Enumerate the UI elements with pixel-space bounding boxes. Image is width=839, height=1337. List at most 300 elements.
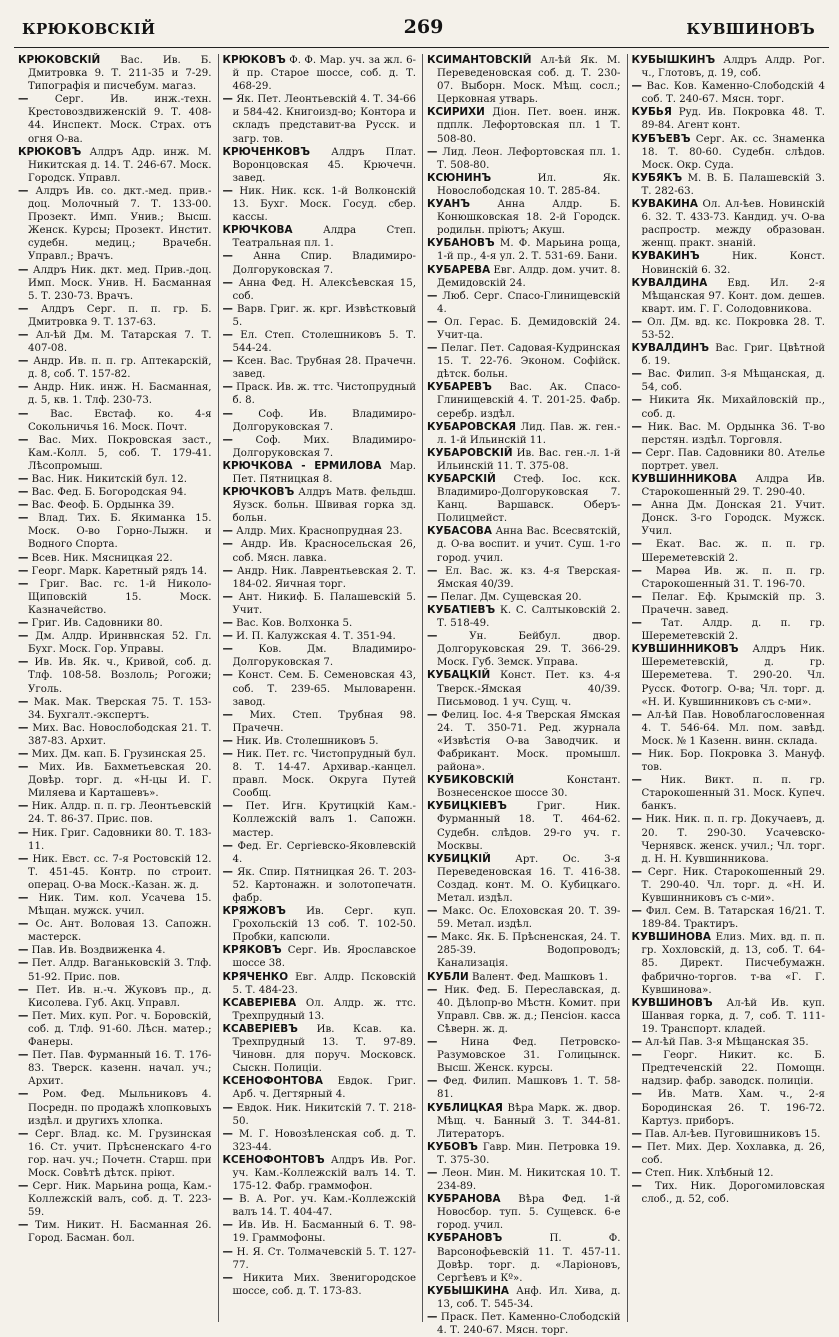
entry-text: Ник. Алдр. п. п. гр. Леонтьевскій 24. Т. 86-37. Прис. пов. <box>28 801 212 826</box>
directory-entry <box>427 172 621 198</box>
entry-text: Никита Мих. Звенигородское шоссе, соб. д. Т. 173-83. <box>232 1272 416 1297</box>
entry-text: Серг. Ив. инж.-техн. Крестовоздвиженскій 9. Т. 408-44. Инспект. Моск. Страх. отъ огня О-ва. <box>28 94 212 145</box>
directory-entry <box>18 722 212 748</box>
entry-name: КУБИЦКІЙ <box>427 852 491 865</box>
entry-text: Ант. Никиф. Б. Палашевскій 5. Учит. <box>232 591 416 616</box>
entry-name: КРЮКОВЪ <box>18 145 82 158</box>
directory-entry <box>632 368 826 394</box>
entry-name: — <box>631 590 642 603</box>
entry-name: — <box>427 630 438 643</box>
entry-text: Анф. Ил. Хива, д. 13, соб. Т. 545-34. <box>437 1285 621 1310</box>
entry-name: КУБАРСКІЙ <box>427 473 496 485</box>
entry-name: — <box>18 761 29 774</box>
directory-entry <box>18 1219 212 1245</box>
directory-entry <box>18 957 212 983</box>
directory-entry <box>427 473 621 525</box>
entry-name: — <box>18 1219 29 1232</box>
directory-entry <box>223 800 417 839</box>
entry-name: — <box>631 1180 642 1193</box>
entry-text: Андр. Ник. инж. Н. Басманная, д. 5, кв. 1. Тлф. 230-73. <box>28 382 212 407</box>
entry-text: Фед. Ег. Сергіевско-Яковлевскій 4. <box>232 840 416 865</box>
entry-name: — <box>18 695 29 708</box>
directory-entry <box>223 408 417 434</box>
directory-entry <box>18 146 212 185</box>
entry-text: Ал-ѣй Як. М. Переведеновская соб. д. Т. 230-07. Выборн. Моск. Мѣщ. сосл.; Церковная утварь. <box>437 55 621 106</box>
directory-entry <box>223 971 417 997</box>
directory-entry <box>632 1180 826 1206</box>
entry-name: — <box>631 1166 642 1179</box>
entry-name: — <box>18 892 29 904</box>
directory-entry <box>18 630 212 656</box>
directory-entry <box>632 133 826 172</box>
entry-name: КСИМАНТОВСКІЙ <box>427 54 532 66</box>
entry-name: — <box>222 250 233 263</box>
entry-text: Ал-ѣй Пав. Новоблагословенная 4. Т. 546-64. Мл. пом. завѣд. Моск. № 1 Казенн. винн. склада. <box>641 709 825 747</box>
entry-name: — <box>222 1193 233 1206</box>
entry-text: Вас. Ков. Волхонка 5. <box>236 618 353 630</box>
entry-name: — <box>427 905 438 918</box>
entry-text: Алдръ Адр. инж. М. Никитская д. 14. Т. 246-67. Моск. Городск. Управл. <box>28 146 212 184</box>
entry-text: Алдръ Алдр. Рог. ч., Глотовъ, д. 19, соб. <box>641 55 825 80</box>
entry-name: — <box>18 826 29 839</box>
entry-text: Андр. Ив. Красносельская 26, соб. Мясн. лавка. <box>232 539 417 564</box>
directory-entry <box>18 696 212 722</box>
entry-name: — <box>631 1140 642 1153</box>
directory-entry <box>18 827 212 853</box>
entry-name: — <box>18 1180 29 1193</box>
entry-name: КУБЫШКИНЪ <box>631 54 716 66</box>
entry-name: — <box>631 865 642 878</box>
entry-text: Андр. Ив. п. п. гр. Аптекарскій, д. 8, соб. Т. 157-82. <box>28 356 212 381</box>
entry-name: — <box>18 747 29 760</box>
directory-entry <box>223 643 417 669</box>
entry-name: — <box>631 315 642 328</box>
directory-entry <box>18 853 212 892</box>
directory-entry <box>632 1167 826 1180</box>
entry-name: КРЮКОВСКІЙ <box>18 54 101 66</box>
entry-text: Евг. Алдр. дом. учит. 8. Демидовскій 24. <box>437 264 621 289</box>
entry-name: — <box>631 708 642 721</box>
directory-entry <box>223 538 417 564</box>
entry-name: — <box>427 289 438 302</box>
directory-entry <box>427 1232 621 1284</box>
directory-entry <box>632 774 826 813</box>
directory-entry <box>427 342 621 381</box>
entry-text: Соф. Ив. Владимиро-Долгоруковская 7. <box>232 408 416 433</box>
entry-name: КУБАРОВСКІЙ <box>427 446 513 459</box>
entry-text: Фед. Филип. Машковъ 1. Т. 58-81. <box>437 1076 621 1101</box>
entry-name: — <box>222 184 233 197</box>
entry-text: Ник. Фед. Б. Переславская, д. 40. Дѣлопр-во Мѣстн. Комит. при Управл. Свв. ж. д.; Пенсіон. касса Сѣверн. ж. д. <box>437 984 621 1035</box>
directory-entry <box>223 944 417 970</box>
entry-name: — <box>222 355 233 368</box>
directory-entry <box>18 656 212 695</box>
directory-entry <box>18 761 212 800</box>
entry-text: Алдра Степ. Театральная пл. 1. <box>232 225 416 250</box>
entry-text: Ив. Вас. ген.-л. 1-й Ильинскій 11. Т. 375-08. <box>437 447 621 472</box>
entry-text: Лид. Пав. ж. ген.-л. 1-й Ильинскій 11. <box>437 421 621 446</box>
entry-name: — <box>18 1049 29 1062</box>
directory-entry <box>427 669 621 708</box>
entry-name: КУБАНОВЪ <box>427 237 495 250</box>
entry-name: КРЮЧКОВЪ <box>222 486 295 499</box>
entry-text: Ив. Ив. Як. ч., Кривой, соб. д. Тлф. 108-58. Возлоль; Рогожи; Уголь. <box>28 657 212 695</box>
entry-name: — <box>631 747 642 760</box>
entry-name: КРЯКОВЪ <box>222 944 282 957</box>
entry-text: Георг. Марк. Каретный рядъ 14. <box>31 565 207 577</box>
entry-text: Георг. Никит. кс. Б. Предтеченскій 22. Помощн. надзир. фабр. заводск. полиціи. <box>641 1050 825 1088</box>
entry-name: — <box>222 590 233 603</box>
entry-text: Соф. Мих. Владимиро-Долгоруковская 7. <box>232 434 416 459</box>
directory-entry <box>632 473 826 499</box>
directory-entry <box>18 1180 212 1219</box>
directory-entry <box>223 1246 417 1272</box>
entry-name: — <box>18 499 29 512</box>
entry-name: КУВШИННИКОВЪ <box>631 643 739 656</box>
entry-text: Марѳа Ив. ж. п. п. гр. Старокошенный 31. Т. 196-70. <box>641 565 825 590</box>
entry-text: Ник. Бор. Покровка 3. Мануф. тов. <box>641 748 825 774</box>
entry-text: Ал-ѣй Дм. М. Татарская 7. Т. 407-08. <box>28 329 212 355</box>
entry-name: — <box>18 302 29 315</box>
directory-entry <box>18 892 212 918</box>
directory-entry <box>223 840 417 866</box>
directory-entry <box>18 800 212 826</box>
entry-name: — <box>631 617 642 630</box>
directory-entry <box>223 146 417 185</box>
entry-name: — <box>427 983 438 996</box>
directory-entry <box>632 447 826 473</box>
entry-text: Ол. Ал-ѣев. Новинскій 6. 32. Т. 433-73. Кандид. уч. О-ва распростр. между образован. женщ. практ. знаній. <box>641 199 825 250</box>
entry-text: Ал-ѣй Ив. куп. Шанвая горка, д. 7, соб. Т. 111-19. Транспорт. кладей. <box>641 997 825 1035</box>
directory-entry <box>223 617 417 630</box>
directory-entry <box>223 1128 417 1154</box>
entry-text: Пет. Пав. Фурманный 16. Т. 176-83. Тверск. казенн. начал. уч.; Архит. <box>28 1050 212 1088</box>
directory-entry <box>223 54 417 93</box>
directory-entry <box>427 421 621 447</box>
entry-text: Ив. Серг. куп. Грохольскій 13 соб. Т. 102-50. Пробки, капсюли. <box>232 906 416 944</box>
entry-name: — <box>18 617 29 630</box>
directory-entry <box>223 486 417 525</box>
directory-entry <box>427 1285 621 1311</box>
entry-text: Пелаг. Еф. Крымскій пр. 3. Прачечн. завед. <box>641 591 825 616</box>
entry-text: Вас. Феоф. Б. Ордынка 39. <box>31 500 175 512</box>
entry-name: КУВШИНОВЪ <box>631 996 713 1009</box>
directory-entry <box>223 525 417 538</box>
entry-name: КУБАРОВСКАЯ <box>427 420 516 433</box>
directory-entry <box>427 1193 621 1232</box>
entry-name: КСАВЕРІЕВА <box>222 996 297 1009</box>
entry-text: Варв. Григ. ж. крг. Извѣстковый 5. <box>232 303 416 328</box>
directory-entry <box>427 1311 621 1337</box>
directory-entry <box>632 250 826 276</box>
entry-name: — <box>18 852 29 865</box>
entry-name: — <box>631 538 642 551</box>
entry-text: Констант. Вознесенское шоссе 30. <box>437 775 621 800</box>
entry-text: Вас. Фед. Б. Богородская 94. <box>31 487 187 499</box>
directory-entry <box>427 290 621 316</box>
directory-entry <box>223 709 417 735</box>
directory-entry <box>18 303 212 329</box>
entry-text: Макс. Як. Б. Прѣсненская, 24. Т. 285-39. Водопроводъ; Канализація. <box>437 932 621 970</box>
directory-entry <box>632 421 826 447</box>
entry-name: — <box>222 1271 233 1284</box>
entry-text: Пелаг. Пет. Садовая-Кудринская 15. Т. 22-76. Эконом. Софійск. дѣтск. больн. <box>437 343 621 381</box>
entry-text: Конст. Пет. кз. 4-я Тверск.-Ямская 40/39. Письмовод. 1 уч. Сущ. ч. <box>437 670 621 708</box>
entry-name: КУБЛИЦКАЯ <box>427 1101 503 1114</box>
entry-text: Ос. Ант. Воловая 13. Сапожн. мастерск. <box>28 919 212 944</box>
entry-name: — <box>18 721 29 734</box>
directory-entry <box>223 866 417 905</box>
directory-entry <box>427 1036 621 1075</box>
directory-entry <box>632 748 826 774</box>
entry-text: Ник. Викт. п. п. гр. Старокошенный 31. Моск. Купеч. банкъ. <box>641 775 825 813</box>
entry-text: Алдра Ив. Старокошенный 29. Т. 290-40. <box>641 474 825 499</box>
directory-entry <box>223 1154 417 1193</box>
entry-name: КУБАСОВА <box>427 525 492 538</box>
entry-text: Григ. Ник. Фурманный 18. Т. 464-62. Судебн. слѣдов. 29-го уч. г. Москвы. <box>437 801 621 852</box>
entry-text: Влад. Тих. Б. Якиманка 15. Моск. О-во Горно-Лыжн. и Водного Спорта. <box>28 513 212 551</box>
directory-entry <box>223 329 417 355</box>
entry-text: Ол. Герас. Б. Демидовскій 24. Учит-ца. <box>437 316 621 341</box>
entry-name: — <box>222 617 233 630</box>
entry-text: Евдок. Григ. Арб. ч. Дегтярный 4. <box>232 1076 416 1101</box>
entry-name: КУБАЦКІЙ <box>427 669 491 682</box>
entry-text: Ков. Дм. Владимиро-Долгоруковская 7. <box>232 644 416 669</box>
entry-text: Григ. Вас. гс. 1-й Николо-Щиповскій 15. Моск. Казначейство. <box>28 578 212 616</box>
entry-text: Ив. Ксав. ка. Трехпрудный 13. Т. 97-89. Чиновн. для поруч. Московск. Сыскн. Полиціи. <box>232 1023 416 1075</box>
entry-text: Ксен. Вас. Трубная 28. Прачечн. завед. <box>232 356 416 381</box>
entry-text: Алдръ Ник. Шереметевскій, д. гр. Шереметева. Т. 290-20. Чл. Русск. Фотогр. О-ва; Чл. торг. д. «Н. И. Кувшинниковъ съ с-ми». <box>641 644 825 708</box>
directory-entry <box>223 735 417 748</box>
directory-entry <box>18 617 212 630</box>
header-rule <box>14 47 829 48</box>
entry-name: КСИРИХИ <box>427 106 485 119</box>
entry-text: Гавр. Мин. Петровка 19. Т. 375-30. <box>437 1141 621 1166</box>
directory-entry <box>632 277 826 316</box>
entry-name: — <box>222 708 233 721</box>
entry-text: Тих. Ник. Дорогомиловская слоб., д. 52, соб. <box>641 1181 825 1206</box>
entry-text: Пав. Ал-ѣев. Пуговишниковъ 15. <box>645 1128 821 1140</box>
entry-text: Пет. Мих. куп. Рог. ч. Боровскій, соб. д. Тлф. 91-60. Лѣсн. матер.; Фанеры. <box>28 1010 212 1049</box>
entry-name: — <box>18 918 29 931</box>
entry-name: КУВШИНОВА <box>631 931 711 944</box>
column-4 <box>628 54 832 1322</box>
directory-entry <box>427 1167 621 1193</box>
entry-text: Ник. Конст. Новинскій 6. 32. <box>641 251 825 276</box>
directory-entry <box>223 355 417 381</box>
directory-entry <box>223 591 417 617</box>
directory-entry <box>223 93 417 145</box>
entry-text: Мих. Степ. Трубная 98. Прачечн. <box>232 709 416 734</box>
entry-text: Фелиц. Іос. 4-я Тверская Ямская 24. Т. 350-71. Ред. журнала «Извѣстія О-ва Заводчик. и Фабрикант. Моск. промышл. района». <box>437 709 621 774</box>
entry-text: Як. Спир. Пятницкая 26. Т. 203-52. Картонажн. и золотопечатн. фабр. <box>232 866 416 904</box>
page-number: 269 <box>403 16 444 38</box>
directory-entry <box>427 381 621 420</box>
entry-name: КУБАРЕВЪ <box>427 381 492 394</box>
entry-name: — <box>18 433 29 446</box>
entry-name: — <box>222 1245 233 1258</box>
entry-name: КУБАТІЕВЪ <box>427 603 496 616</box>
entry-name: КУБРАНОВА <box>427 1193 501 1206</box>
entry-name: — <box>631 394 642 407</box>
directory-entry <box>632 866 826 905</box>
entry-name: КУВАКИНЪ <box>631 250 700 263</box>
directory-entry <box>223 224 417 250</box>
entry-name: — <box>18 263 29 276</box>
entry-text: Ив. Ив. Н. Басманный 6. Т. 98-19. Граммофоны. <box>232 1220 416 1245</box>
directory-entry <box>632 54 826 80</box>
directory-entry <box>427 237 621 263</box>
entry-text: Ф. Ф. Мар. уч. за жл. 6-й пр. Старое шоссе, соб. д. Т. 468-29. <box>232 55 416 93</box>
entry-text: Вас. Ков. Каменно-Слободскій 4 соб. Т. 240-67. Мясн. торг. <box>641 81 825 106</box>
directory-entry <box>632 1049 826 1088</box>
directory-entry <box>427 198 621 237</box>
directory-entry <box>18 748 212 761</box>
entry-text: Дм. Алдр. Иринвнская 52. Гл. Бухг. Моск. Гор. Управы. <box>28 631 212 656</box>
entry-name: КРЯЧЕНКО <box>222 970 289 983</box>
entry-name: КРЯЖОВЪ <box>222 905 286 918</box>
directory-entry <box>632 1128 826 1141</box>
entry-name: — <box>427 342 438 355</box>
entry-text: Праск. Пет. Каменно-Слободскій 4. Т. 240-67. Мясн. торг. <box>437 1312 621 1337</box>
directory-entry <box>427 1141 621 1167</box>
entry-text: Алдръ Ник. дкт. мед. Прив.-доц. Имп. Моск. Унив. Н. Басманная 5. Т. 230-73. Врачъ. <box>28 264 212 302</box>
entry-name: КУБЛИ <box>427 970 469 983</box>
directory-entry <box>223 1193 417 1219</box>
entry-name: — <box>427 1311 438 1323</box>
entry-text: Мих. Вас. Новослободская 21. Т. 387-83. Архит. <box>28 722 212 747</box>
entry-text: Алдръ Серг. п. п. гр. Б. Дмитровка 9. Т. 137-63. <box>28 303 212 328</box>
page-header <box>14 14 833 48</box>
directory-entry <box>223 669 417 708</box>
entry-text: Тим. Никит. Н. Басманная 26. Город. Басман. бол. <box>28 1220 212 1245</box>
entry-name: — <box>222 407 233 420</box>
directory-entry <box>18 486 212 499</box>
entry-name: — <box>427 708 438 721</box>
entry-name: КСЕНОФОНТОВЪ <box>222 1153 325 1166</box>
directory-entry <box>632 499 826 538</box>
entry-name: КУБАРЕВА <box>427 263 491 276</box>
directory-entry <box>18 473 212 486</box>
directory-entry <box>632 106 826 132</box>
entry-text: Ник. Ив. Столешниковъ 5. <box>236 735 379 747</box>
entry-name: КСЕНОФОНТОВА <box>222 1075 323 1088</box>
directory-entry <box>427 905 621 931</box>
entry-name: КУБИЦКІЕВЪ <box>427 800 507 813</box>
entry-text: Мих. Дм. кап. Б. Грузинская 25. <box>31 748 206 760</box>
entry-name: — <box>427 931 438 944</box>
entry-name: — <box>222 865 233 878</box>
entry-name: — <box>631 368 642 381</box>
entry-name: — <box>427 1036 438 1049</box>
entry-name: КУБИКОВСКІЙ <box>427 774 515 787</box>
entry-name: — <box>18 800 29 813</box>
directory-entry <box>427 591 621 604</box>
directory-entry <box>18 918 212 944</box>
directory-entry <box>427 525 621 564</box>
entry-text: Евг. Алдр. Псковскій 5. Т. 484-23. <box>232 971 416 996</box>
directory-entry <box>632 172 826 198</box>
entry-text: Ник. Ник. кск. 1-й Волконскій 13. Бухг. Моск. Госуд. сбер. кассы. <box>232 185 416 224</box>
entry-name: — <box>18 1127 29 1140</box>
directory-entry <box>632 813 826 865</box>
directory-entry <box>427 931 621 970</box>
entry-name: — <box>18 564 29 577</box>
entry-name: — <box>427 1166 438 1179</box>
entry-name: — <box>631 774 642 787</box>
directory-entry <box>427 447 621 473</box>
entry-text: Ром. Фед. Мыльниковъ 4. Посредн. по продажѣ хлопковыхъ издѣл. и другихъ хлопка. <box>28 1089 212 1127</box>
directory-entry <box>18 264 212 303</box>
directory-entry <box>427 264 621 290</box>
entry-text: Як. Пет. Леонтьевскій 4. Т. 34-66 и 584-42. Книгоизд-во; Контора и складъ представит-ва Русск. и загр. тов. <box>232 94 416 145</box>
entry-text: Люб. Серг. Спасо-Глинищевскій 4. <box>437 290 621 315</box>
entry-text: Ник. Григ. Садовники 80. Т. 183-11. <box>28 827 212 852</box>
entry-text: Арт. Ос. 3-я Переведеновская 16. Т. 416-38. Создад. конт. М. О. Кубицкаго. Метал. издѣл. <box>437 853 621 904</box>
entry-text: Вас. Мих. Покровская заст., Кам.-Колл. 5, соб. Т. 179-41. Лѣсопромыш. <box>28 434 212 472</box>
entry-name: — <box>222 630 233 643</box>
entry-text: Андр. Ник. Лаврентьевская 2. Т. 184-02. Яичная торг. <box>232 565 416 590</box>
directory-entry <box>632 316 826 342</box>
directory-entry <box>632 617 826 643</box>
entry-name: — <box>631 446 642 459</box>
directory-entry <box>632 643 826 708</box>
directory-entry <box>18 355 212 381</box>
entry-name: — <box>631 1127 642 1140</box>
directory-entry <box>427 106 621 145</box>
entry-text: Ник. Ник. п. п. гр. Докучаевъ, д. 20. Т. 290-30. Усачевско-Чернявск. женск. учил.; Чл. торг. д. Н. Н. Кувшинникова. <box>641 814 825 865</box>
entry-text: Пет. Игн. Крутицкій Кам.-Коллежскій валъ 1. Сапожн. мастер. <box>232 801 416 839</box>
entry-name: КРЮЧЕНКОВЪ <box>222 145 311 158</box>
directory-entry <box>223 303 417 329</box>
entry-text: Ол. Дм. вд. кс. Покровка 28. Т. 53-52. <box>641 316 825 341</box>
entry-text: Діон. Пет. воен. инж. пдплк. Лефортовская пл. 1 Т. 508-80. <box>437 107 621 145</box>
entry-name: — <box>18 486 29 499</box>
directory-entry <box>18 578 212 617</box>
entry-name: — <box>222 302 233 315</box>
directory-entry <box>18 1128 212 1180</box>
entry-name: — <box>222 381 233 394</box>
entry-name: КУБЯКЪ <box>631 171 683 184</box>
directory-entry <box>632 931 826 996</box>
entry-name: — <box>18 1009 29 1022</box>
entry-name: — <box>222 538 233 551</box>
entry-name: КРЮКОВЪ <box>222 54 286 66</box>
entry-name: — <box>18 1088 29 1101</box>
directory-entry <box>18 185 212 264</box>
entry-text: Ник. Пет. гс. Чистопрудный бул. 8. Т. 14-47. Архивар.-канцел. правл. Моск. Округа Путей Сообщ. <box>232 748 416 800</box>
directory-entry <box>223 1219 417 1245</box>
entry-text: Пав. Ив. Воздвиженка 4. <box>31 945 166 957</box>
directory-entry <box>18 408 212 434</box>
entry-text: Вас. Ак. Спасо-Глинищевскій 4. Т. 201-25. Фабр. серебр. издѣл. <box>437 382 621 420</box>
entry-name: — <box>222 433 233 446</box>
entry-name: — <box>222 839 233 852</box>
entry-name: — <box>631 80 642 93</box>
entry-text: Елиз. Мих. вд. п. п. гр. Хохловскій, д. 13, соб. Т. 64-85. Директ. Писчебумажн. фабрично-торгов. т-ва «Г. Г. Кувшинова». <box>641 932 825 996</box>
entry-text: В. А. Рог. уч. Кам.-Коллежскій валъ 14. Т. 404-47. <box>232 1194 416 1219</box>
entry-text: Тат. Алдр. д. п. гр. Шереметевскій 2. <box>641 618 825 643</box>
entry-name: — <box>427 315 438 328</box>
entry-name: — <box>631 1036 642 1049</box>
entry-name: — <box>222 93 233 106</box>
entry-name: — <box>427 145 438 158</box>
entry-text: Фил. Сем. В. Татарская 16/21. Т. 189-84. Трактиръ. <box>641 906 825 931</box>
directory-entry <box>18 984 212 1010</box>
entry-text: Ел. Вас. ж. кз. 4-я Тверская-Ямская 40/39. <box>437 565 621 590</box>
entry-name: — <box>222 643 233 656</box>
entry-name: — <box>18 355 29 368</box>
